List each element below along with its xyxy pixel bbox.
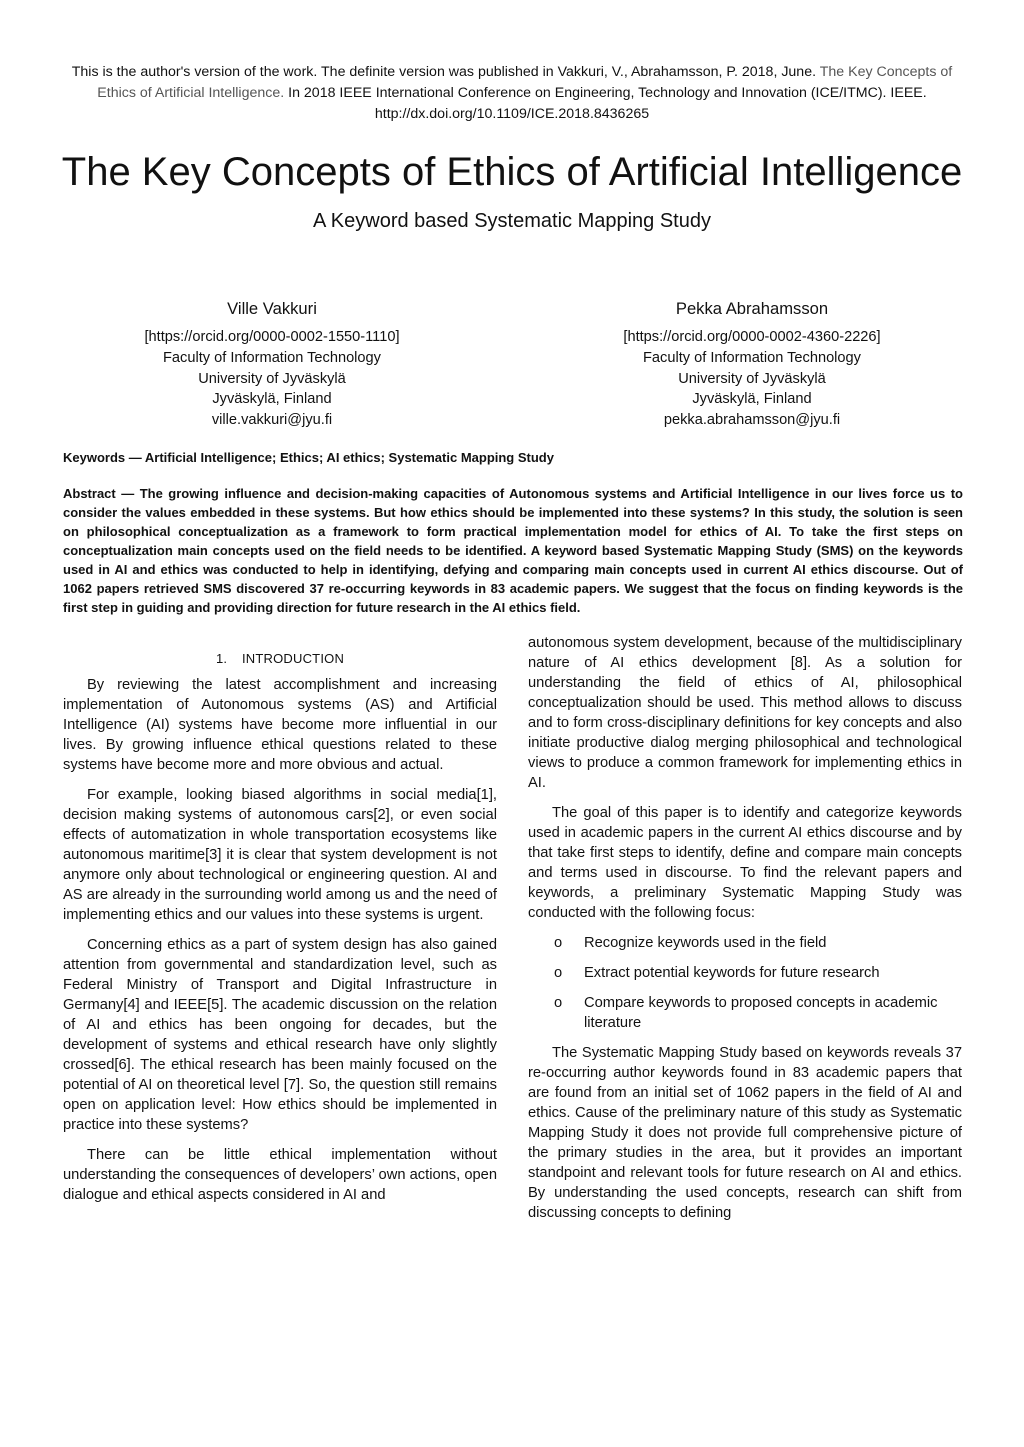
left-column bbox=[63, 633, 497, 1215]
paper-subtitle: A Keyword based Systematic Mapping Study bbox=[313, 210, 711, 232]
paragraph: The Systematic Mapping Study based on keywords reveals 37 re-occurring author keywords found in 83 academic papers that are found from an initial set of 1062 papers in the field of AI and ethics. Cause of the preliminary nature of this study as Systematic Mapping Study it does not provide full comprehensive picture of the primary studies in the area, but it provides an important standpoint and relevant tools for future research on AI and ethics. By understanding the used concepts, research can shift from discussing concepts to defining bbox=[528, 1045, 962, 1221]
publication-notice bbox=[60, 62, 964, 125]
keywords: Keywords — Artificial Intelligence; Ethics; AI ethics; Systematic Mapping Study bbox=[63, 450, 554, 465]
notice-rest: In 2018 IEEE International Conference on Engineering, Technology and Innovation (ICE/ITMC). IEEE. http://dx.doi.org/10.1109/ICE.2018.8436265 bbox=[288, 85, 927, 122]
bullet-marker: o bbox=[554, 935, 563, 951]
paragraph: The goal of this paper is to identify and categorize keywords used in academic papers in the current AI ethics discourse and by that take first steps to identify, define and compare main concepts and terms used in discourse. To find the relevant papers and keywords, a preliminary Systematic Mapping Study was conducted with the following focus: bbox=[528, 805, 962, 921]
paragraph: Concerning ethics as a part of system design has also gained attention from governmental and standardization level, such as Federal Ministry of Transport and Digital Infrastructure in Germany[4] and IEEE[5]. The academic discussion on the relation of AI and ethics has been ongoing for decades, but the development of systems and ethical research have only slightly crossed[6]. The ethical research has been mainly focused on the potential of AI on theoretical level [7]. So, the question still remains open on application level: How ethics should be implemented in practice into these systems? bbox=[63, 937, 497, 1133]
author-name: Pekka Abrahamsson bbox=[675, 299, 829, 318]
bullet-marker: o bbox=[554, 995, 563, 1011]
author-location: Jyväskylä, Finland bbox=[212, 391, 332, 408]
notice-text: This is the author's version of the work. The definite version was published in Vakkuri, V., Abrahamsson, P. 2018, June. bbox=[71, 64, 817, 80]
paragraph: By reviewing the latest accomplishment and increasing implementation of Autonomous systems (AS) and Artificial Intelligence (AI) systems have become more influential in our lives. By growing influence ethical questions related to these systems have become more and more obvious and actual. bbox=[63, 677, 497, 773]
author-block-1 bbox=[82, 297, 462, 431]
list-item-text: Recognize keywords used in the field bbox=[584, 935, 827, 951]
section-number: 1. bbox=[215, 651, 228, 666]
paper-title: The Key Concepts of Ethics of Artificial Intelligence bbox=[61, 150, 963, 194]
author-location: Jyväskylä, Finland bbox=[692, 391, 812, 408]
section-title: INTRODUCTION bbox=[241, 651, 345, 666]
list-item-text: Extract potential keywords for future research bbox=[584, 965, 880, 981]
author-email: pekka.abrahamsson@jyu.fi bbox=[663, 412, 841, 429]
abstract: Abstract — The growing influence and decision-making capacities of Autonomous systems and Artificial Intelligence in our lives force us to consider the values embedded in these systems. But how ethics should be implemented into these systems? In this study, the solution is seen on philosophical conceptualization as a framework to form practical implementation model for ethics of AI. To take the first steps on conceptualization main concepts used on the field needs to be identified. A keyword based Systematic Mapping Study (SMS) on the keywords used in AI and ethics was conducted to help in identifying, defying and comparing main concepts used in current AI ethics discourse. Out of 1062 papers retrieved SMS discovered 37 re-occurring keywords in 83 academic papers. We suggest that the focus on finding keywords is the first step in guiding and providing direction for future research in the AI ethics field. bbox=[63, 486, 963, 615]
author-university: University of Jyväskylä bbox=[678, 370, 826, 387]
author-university: University of Jyväskylä bbox=[198, 370, 346, 387]
author-email: ville.vakkuri@jyu.fi bbox=[211, 412, 333, 429]
section-heading bbox=[63, 649, 497, 669]
focus-list bbox=[528, 933, 962, 1033]
author-orcid: [https://orcid.org/0000-0002-1550-1110] bbox=[144, 329, 400, 345]
list-item bbox=[528, 963, 962, 983]
list-item bbox=[528, 933, 962, 953]
right-column bbox=[528, 633, 962, 1233]
bullet-marker: o bbox=[554, 965, 563, 981]
author-faculty: Faculty of Information Technology bbox=[163, 349, 381, 366]
notice-highlight: The Key Concepts of Ethics of Artificial Intelligence. bbox=[97, 64, 953, 101]
author-orcid: [https://orcid.org/0000-0002-4360-2226] bbox=[623, 329, 881, 345]
list-item-text: Compare keywords to proposed concepts in academic literature bbox=[584, 995, 938, 1031]
list-item bbox=[528, 993, 962, 1033]
paragraph: autonomous system development, because of the multidisciplinary nature of AI ethics development [8]. As a solution for understanding the field of ethics of AI, philosophical conceptualization should be used. This method allows to discuss and to form cross-disciplinary definitions for key concepts and also initiate productive dialog merging philosophical and technological views to produce a common framework for implementing ethics in AI. bbox=[528, 635, 962, 791]
author-name: Ville Vakkuri bbox=[227, 299, 317, 318]
paragraph: For example, looking biased algorithms in social media[1], decision making systems of autonomous cars[2], or even social effects of automatization in whole transportation ecosystems like autonomous maritime[3] it is clear that system development is not anymore only about technological or engineering question. AI and AS are already in the surrounding world among us and the need of implementing ethics and our values into these systems is urgent. bbox=[63, 787, 497, 923]
paragraph: There can be little ethical implementation without understanding the consequences of developers’ own actions, open dialogue and ethical aspects considered in AI and bbox=[63, 1147, 497, 1203]
author-faculty: Faculty of Information Technology bbox=[643, 349, 861, 366]
author-block-2 bbox=[562, 297, 942, 431]
